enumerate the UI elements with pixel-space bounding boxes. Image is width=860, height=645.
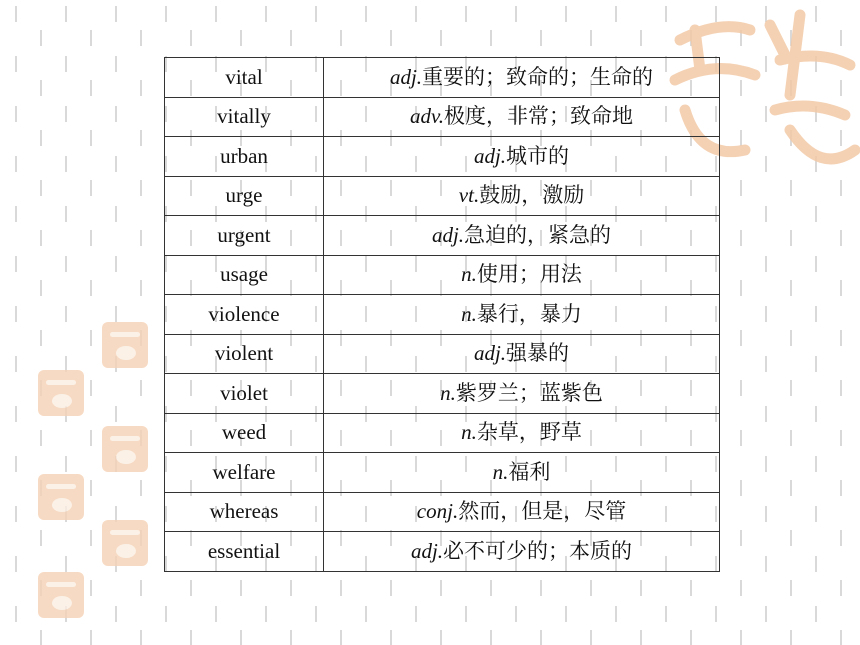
table-row [165,255,720,295]
word-cell: urge [165,176,324,216]
word-cell: violet [165,374,324,414]
word-cell: essential [165,532,324,572]
table-row [165,216,720,256]
vocabulary-table-body [165,58,720,572]
part-of-speech: conj. [416,499,459,524]
word-cell: usage [165,255,324,295]
vocabulary-table [164,57,720,572]
meaning-cell [324,532,720,572]
part-of-speech: n. [492,459,509,484]
auspicious-seal-icon [102,426,148,472]
meaning-text: 杂草，野草 [476,420,582,445]
table-row [165,532,720,572]
part-of-speech: adj. [389,64,423,89]
meaning-text: 然而，但是，尽管 [458,499,627,524]
meaning-text: 必不可少的；本质的 [443,538,633,563]
word-cell: urban [165,137,324,177]
table-row [165,58,720,98]
table-row [165,97,720,137]
auspicious-seal-icon [102,520,148,566]
meaning-text: 鼓励，激励 [479,183,585,208]
meaning-text: 紫罗兰；蓝紫色 [455,380,603,405]
auspicious-seal-icon [102,322,148,368]
part-of-speech: adv. [409,104,444,129]
meaning-cell [324,137,720,177]
meaning-cell [324,295,720,335]
word-cell: whereas [165,492,324,532]
meaning-cell [324,453,720,493]
auspicious-seal-icon [38,572,84,618]
part-of-speech: n. [440,380,456,405]
part-of-speech: n. [461,301,477,326]
part-of-speech: adj. [431,222,465,247]
table-row [165,492,720,532]
meaning-text: 强暴的 [506,341,570,366]
meaning-cell [324,255,720,295]
meaning-text: 急迫的，紧急的 [464,222,612,247]
meaning-text: 福利 [508,459,551,484]
word-cell: weed [165,413,324,453]
auspicious-seal-icon [38,474,84,520]
part-of-speech: adj. [473,341,507,366]
meaning-cell [324,58,720,98]
meaning-cell [324,176,720,216]
part-of-speech: vt. [458,183,480,208]
word-cell: violence [165,295,324,335]
meaning-cell [324,374,720,414]
meaning-text: 使用；用法 [476,262,582,287]
meaning-cell [324,334,720,374]
table-row [165,176,720,216]
word-cell: violent [165,334,324,374]
meaning-text: 重要的；致命的；生命的 [422,64,654,89]
meaning-cell [324,216,720,256]
meaning-text: 极度，非常；致命地 [444,104,633,129]
word-cell: vital [165,58,324,98]
word-cell: vitally [165,97,324,137]
table-row [165,295,720,335]
table-row [165,334,720,374]
meaning-text: 城市的 [506,143,570,168]
word-cell: welfare [165,453,324,493]
table-row [165,374,720,414]
meaning-cell [324,413,720,453]
auspicious-seal-icon [38,370,84,416]
table-row [165,413,720,453]
meaning-text: 暴行，暴力 [476,301,582,326]
meaning-cell [324,492,720,532]
part-of-speech: n. [461,420,477,445]
part-of-speech: n. [461,262,477,287]
table-row [165,137,720,177]
part-of-speech: adj. [410,538,444,563]
word-cell: urgent [165,216,324,256]
table-row [165,453,720,493]
meaning-cell [324,97,720,137]
part-of-speech: adj. [473,143,507,168]
